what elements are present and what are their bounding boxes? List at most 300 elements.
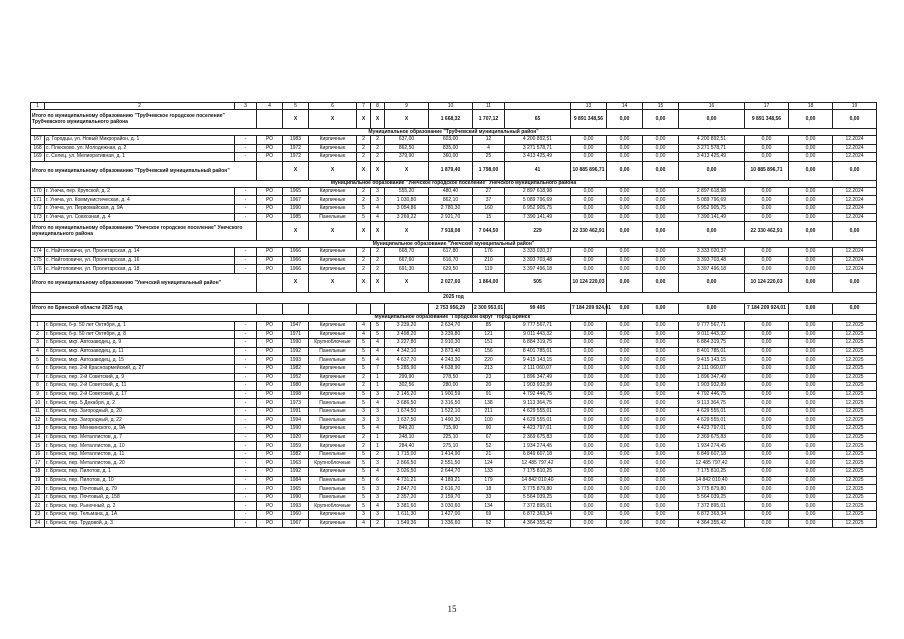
data-cell: 134 — [473, 502, 505, 511]
data-cell: РО — [257, 136, 283, 145]
data-cell: 0,00 — [571, 153, 607, 162]
data-cell: 179 — [473, 476, 505, 485]
total-cell: X — [385, 273, 429, 292]
data-cell: 6 849 607,18 — [505, 450, 571, 459]
data-cell: - — [235, 502, 257, 511]
data-cell: РО — [257, 425, 283, 434]
data-cell: 862,10 — [429, 196, 473, 205]
data-cell: 0,00 — [643, 248, 679, 257]
data-cell: 0,00 — [607, 433, 643, 442]
total-cell: 1 864,00 — [473, 273, 505, 292]
data-cell: 5 — [357, 425, 371, 434]
data-cell: 12 485 797,42 — [505, 459, 571, 468]
data-cell: - — [235, 339, 257, 348]
data-cell: 0,00 — [745, 425, 789, 434]
total-cell: 0,00 — [679, 222, 745, 241]
data-cell: 171 — [31, 196, 45, 205]
data-cell: 5 — [357, 502, 371, 511]
data-cell: 0,00 — [643, 144, 679, 153]
data-cell: 2 897 618,98 — [505, 187, 571, 196]
data-cell: 0,00 — [607, 187, 643, 196]
data-cell: 1966 — [283, 256, 309, 265]
data-cell: 12.2025 — [833, 485, 877, 494]
data-cell: 2 — [357, 382, 371, 391]
data-cell: 1994 — [283, 416, 309, 425]
data-cell: 1966 — [283, 265, 309, 274]
data-cell: 0,00 — [571, 399, 607, 408]
table-row — [31, 485, 877, 494]
data-cell: 0,00 — [745, 390, 789, 399]
data-cell: 4 — [371, 356, 385, 365]
table-row — [31, 187, 877, 196]
data-cell: 3 413 425,49 — [679, 153, 745, 162]
total-cell — [283, 303, 309, 314]
data-cell: Кирпичные — [309, 204, 357, 213]
data-cell: Кирпичные — [309, 519, 357, 528]
data-cell: 4 — [357, 321, 371, 330]
data-cell: 2 780,30 — [429, 204, 473, 213]
data-cell: 12.2024 — [833, 196, 877, 205]
total-label: Итого по муниципальному образованию "Унечский муниципальный район" — [31, 273, 257, 292]
data-cell: 2 — [371, 256, 385, 265]
data-cell: 0,00 — [607, 347, 643, 356]
data-cell: - — [235, 390, 257, 399]
column-number-cell: 1 — [31, 103, 45, 110]
data-cell: 119 — [473, 265, 505, 274]
data-cell: 0,00 — [571, 502, 607, 511]
data-cell: 2 — [357, 144, 371, 153]
data-cell: 1959 — [283, 442, 309, 451]
data-cell: 12.2025 — [833, 330, 877, 339]
total-cell: 0,00 — [789, 273, 833, 292]
data-cell: 0,00 — [789, 399, 833, 408]
subtotal-row — [31, 273, 877, 292]
total-cell: X — [371, 222, 385, 241]
data-cell: 0,00 — [571, 485, 607, 494]
data-cell: 0,00 — [607, 399, 643, 408]
data-cell: 12.2025 — [833, 433, 877, 442]
address-cell: с. Найтоповичи, ул. Пролетарская, д. 16 — [45, 256, 235, 265]
data-cell: - — [235, 144, 257, 153]
table-row — [31, 416, 877, 425]
data-cell: 12.2024 — [833, 153, 877, 162]
data-cell: 4 — [473, 144, 505, 153]
total-cell: 7 044,50 — [473, 222, 505, 241]
total-cell — [371, 303, 385, 314]
data-cell: 211 — [473, 407, 505, 416]
data-cell: 1982 — [283, 450, 309, 459]
data-cell: - — [235, 330, 257, 339]
table-row — [31, 459, 877, 468]
data-cell: 0,00 — [643, 347, 679, 356]
data-cell: 0,00 — [745, 330, 789, 339]
data-cell: 5 — [357, 468, 371, 477]
data-cell: Панельные — [309, 356, 357, 365]
total-cell: X — [283, 161, 309, 180]
data-cell: 1 030,80 — [385, 196, 429, 205]
data-cell: 12.2025 — [833, 519, 877, 528]
data-cell: 5 089 796,69 — [505, 196, 571, 205]
data-cell: 1963 — [283, 459, 309, 468]
data-cell: 0,00 — [789, 213, 833, 222]
data-cell: 6 — [371, 476, 385, 485]
table-row — [31, 519, 877, 528]
data-cell: 4 342,10 — [385, 347, 429, 356]
data-cell: 0,00 — [571, 476, 607, 485]
data-cell: 19 — [31, 476, 45, 485]
data-cell: 0,00 — [643, 321, 679, 330]
data-cell: 9 113 364,75 — [505, 399, 571, 408]
data-cell: 0,00 — [789, 265, 833, 274]
total-cell: 0,00 — [643, 222, 679, 241]
data-cell: РО — [257, 511, 283, 520]
total-cell: X — [371, 161, 385, 180]
data-cell: 1 903 932,89 — [679, 382, 745, 391]
data-cell: 360,00 — [429, 153, 473, 162]
total-cell: 1 879,40 — [429, 161, 473, 180]
total-cell: X — [283, 222, 309, 241]
data-cell: 3 — [371, 493, 385, 502]
data-cell: 12.2025 — [833, 511, 877, 520]
column-number-cell: 10 — [429, 103, 473, 110]
data-cell: 0,00 — [607, 450, 643, 459]
data-cell: РО — [257, 476, 283, 485]
data-cell: 21 — [31, 493, 45, 502]
data-cell: Панельные — [309, 213, 357, 222]
address-cell: г. Унеча, ул. Коммунистическая, д. 4 — [45, 196, 235, 205]
data-cell: 12.2025 — [833, 442, 877, 451]
register-sheet — [30, 102, 876, 528]
data-cell: 0,00 — [745, 468, 789, 477]
data-cell: 12.2025 — [833, 339, 877, 348]
section-heading-row — [31, 314, 877, 321]
data-cell: 0,00 — [745, 511, 789, 520]
data-cell: 0,00 — [789, 347, 833, 356]
data-cell: 1 549,36 — [385, 519, 429, 528]
data-cell: - — [235, 485, 257, 494]
data-cell: 3 — [357, 511, 371, 520]
data-cell: 0,00 — [643, 468, 679, 477]
data-cell: 4 629 555,01 — [505, 407, 571, 416]
total-cell: 2 753 956,29 — [429, 303, 473, 314]
data-cell: Панельные — [309, 399, 357, 408]
subtotal-row — [31, 161, 877, 180]
total-cell: 22 330 462,91 — [571, 222, 607, 241]
data-cell: 1990 — [283, 493, 309, 502]
total-cell: 41 — [505, 161, 571, 180]
data-cell: Кирпичные — [309, 468, 357, 477]
data-cell: РО — [257, 459, 283, 468]
data-cell: 629,50 — [429, 265, 473, 274]
data-cell: 0,00 — [571, 450, 607, 459]
address-cell: г. Брянск, пер. Металлистов, д. 20 — [45, 459, 235, 468]
total-cell: X — [385, 222, 429, 241]
data-cell: 0,00 — [745, 356, 789, 365]
data-cell: РО — [257, 502, 283, 511]
data-cell: 0,00 — [789, 382, 833, 391]
data-cell: 1991 — [283, 407, 309, 416]
data-cell: 2 644,70 — [429, 468, 473, 477]
total-cell: 1 707,12 — [473, 110, 505, 129]
total-cell: X — [309, 161, 357, 180]
data-cell: 12.2025 — [833, 373, 877, 382]
data-cell: Кирпичные — [309, 511, 357, 520]
data-cell: 2 — [371, 265, 385, 274]
total-cell: 9 891 348,56 — [571, 110, 607, 129]
data-cell: 13 — [31, 425, 45, 434]
data-cell: 2 — [357, 248, 371, 257]
data-cell: 124 — [473, 459, 505, 468]
data-cell: 862,50 — [385, 144, 429, 153]
data-cell: 0,00 — [745, 339, 789, 348]
data-cell: 0,00 — [571, 330, 607, 339]
data-cell: 5 — [371, 330, 385, 339]
data-cell: 9 777 567,71 — [679, 321, 745, 330]
data-cell: 0,00 — [643, 511, 679, 520]
data-cell: 0,00 — [789, 476, 833, 485]
address-cell: г. Брянск, пер. 2-й Советский, д. 17 — [45, 390, 235, 399]
data-cell: 0,00 — [745, 502, 789, 511]
data-cell: 0,00 — [789, 511, 833, 520]
data-cell: 210 — [473, 256, 505, 265]
total-cell — [257, 273, 283, 292]
data-cell: 12.2025 — [833, 364, 877, 373]
data-cell: 2 551,50 — [429, 459, 473, 468]
data-cell: 0,00 — [607, 425, 643, 434]
data-cell: 0,00 — [643, 390, 679, 399]
data-cell: 9 011 443,32 — [505, 330, 571, 339]
data-cell: 20 — [31, 485, 45, 494]
data-cell: 176 — [31, 265, 45, 274]
data-cell: 0,00 — [643, 407, 679, 416]
column-number-cell: 18 — [789, 103, 833, 110]
column-number-cell: 11 — [473, 103, 505, 110]
data-cell: 1973 — [283, 399, 309, 408]
data-cell: 1984 — [283, 476, 309, 485]
data-cell: 715,90 — [429, 425, 473, 434]
total-cell: 0,00 — [789, 161, 833, 180]
data-cell: 0,00 — [607, 213, 643, 222]
data-cell: 27 — [473, 187, 505, 196]
data-cell: 0,00 — [745, 450, 789, 459]
data-cell: 0,00 — [571, 468, 607, 477]
address-cell: г. Унеча, пер. Крупской, д. 2 — [45, 187, 235, 196]
data-cell: 3 413 425,49 — [505, 153, 571, 162]
data-cell: - — [235, 347, 257, 356]
address-cell: г. Брянск, пер. 2-й Советский, д. 11 — [45, 382, 235, 391]
data-cell: 2 — [357, 373, 371, 382]
data-cell: 2 — [371, 144, 385, 153]
data-cell: Панельные — [309, 416, 357, 425]
data-cell: 4 792 446,75 — [679, 390, 745, 399]
data-cell: 0,00 — [789, 136, 833, 145]
data-cell: 2 616,70 — [429, 485, 473, 494]
address-cell: г. Брянск, пер. Рыночный, д. 2 — [45, 502, 235, 511]
data-cell: 1952 — [283, 373, 309, 382]
data-cell: 8 — [31, 382, 45, 391]
table-row — [31, 339, 877, 348]
total-cell: X — [357, 110, 371, 129]
data-cell: 213 — [473, 364, 505, 373]
data-cell: 4 637,70 — [385, 356, 429, 365]
page-number: 15 — [447, 604, 457, 614]
column-number-row — [31, 103, 877, 110]
data-cell: 0,00 — [607, 502, 643, 511]
data-cell: Кирпичные — [309, 382, 357, 391]
data-cell: 4 243,30 — [429, 356, 473, 365]
data-cell: Кирпичные — [309, 425, 357, 434]
address-cell: г. Брянск, пер. Загородный, д. 20 — [45, 407, 235, 416]
total-cell: 7 184 209 924,01 — [571, 303, 607, 314]
total-cell: 0,00 — [833, 161, 877, 180]
data-cell: 3 — [371, 416, 385, 425]
data-cell: 2 866,50 — [385, 459, 429, 468]
data-cell: 1 896 347,49 — [505, 373, 571, 382]
address-cell: г. Брянск, пер. Загородный, д. 22 — [45, 416, 235, 425]
data-cell: 0,00 — [607, 373, 643, 382]
data-cell: 12.2025 — [833, 450, 877, 459]
data-cell: 0,00 — [607, 248, 643, 257]
data-cell: 1990 — [283, 204, 309, 213]
data-cell: 0,00 — [607, 136, 643, 145]
total-cell: X — [309, 273, 357, 292]
year-heading: 2025 год — [31, 292, 877, 303]
data-cell: 52 — [473, 519, 505, 528]
total-cell: 10 885 896,71 — [745, 161, 789, 180]
data-cell: - — [235, 364, 257, 373]
data-cell: 0,00 — [745, 144, 789, 153]
data-cell: 0,00 — [789, 330, 833, 339]
data-cell: 1 900,59 — [429, 390, 473, 399]
data-cell: 2 — [357, 256, 371, 265]
table-row — [31, 450, 877, 459]
address-cell: г. Брянск, пер. Тельмана, д. 1А — [45, 511, 235, 520]
data-cell: 0,00 — [643, 450, 679, 459]
table-row — [31, 153, 877, 162]
data-cell: 3 775 879,80 — [505, 485, 571, 494]
data-cell: 121 — [473, 330, 505, 339]
data-cell: 0,00 — [643, 204, 679, 213]
total-cell: 0,00 — [679, 273, 745, 292]
data-cell: РО — [257, 468, 283, 477]
data-cell: 275,10 — [429, 442, 473, 451]
data-cell: 2 — [357, 265, 371, 274]
section-heading: Муниципальное образование "Трубчевский муниципальный район" — [31, 129, 877, 136]
data-cell: 0,00 — [571, 265, 607, 274]
data-cell: 0,00 — [571, 187, 607, 196]
data-cell: - — [235, 407, 257, 416]
data-cell: 0,00 — [643, 339, 679, 348]
data-cell: 12.2025 — [833, 468, 877, 477]
data-cell: 0,00 — [643, 373, 679, 382]
total-cell: 0,00 — [789, 222, 833, 241]
table-row — [31, 364, 877, 373]
data-cell: - — [235, 433, 257, 442]
data-cell: 2 — [357, 433, 371, 442]
data-cell: 67 — [473, 433, 505, 442]
data-cell: 2 847,70 — [385, 485, 429, 494]
data-cell: 5 — [357, 339, 371, 348]
total-cell: 0,00 — [607, 110, 643, 129]
data-cell: 849,20 — [385, 425, 429, 434]
total-cell: 9 891 348,56 — [745, 110, 789, 129]
data-cell: 151 — [473, 339, 505, 348]
data-cell: 100 — [473, 416, 505, 425]
table-row — [31, 265, 877, 274]
data-cell: 0,00 — [571, 407, 607, 416]
data-cell: 3 — [371, 390, 385, 399]
data-cell: РО — [257, 442, 283, 451]
table-row — [31, 373, 877, 382]
data-cell: РО — [257, 265, 283, 274]
data-cell: 2 111 060,07 — [679, 364, 745, 373]
data-cell: 0,00 — [643, 382, 679, 391]
table-row — [31, 407, 877, 416]
data-cell: - — [235, 476, 257, 485]
data-cell: - — [235, 187, 257, 196]
total-cell: 0,00 — [679, 303, 745, 314]
column-number-cell: 13 — [571, 103, 607, 110]
data-cell: 1 903 932,89 — [505, 382, 571, 391]
data-cell: 3 397 496,18 — [679, 265, 745, 274]
data-cell: 4 — [371, 339, 385, 348]
data-cell: 4 — [357, 330, 371, 339]
data-cell: 1 — [371, 442, 385, 451]
data-cell: 0,00 — [571, 364, 607, 373]
total-cell: 0,00 — [643, 273, 679, 292]
data-cell: 1 414,90 — [429, 450, 473, 459]
total-cell: X — [371, 273, 385, 292]
data-cell: 2 — [357, 136, 371, 145]
data-cell: 4 629 555,01 — [679, 407, 745, 416]
data-cell: 167 — [31, 136, 45, 145]
data-cell: 0,00 — [607, 256, 643, 265]
data-cell: 4 — [371, 502, 385, 511]
data-cell: - — [235, 153, 257, 162]
total-cell: X — [283, 273, 309, 292]
address-cell: г. Брянск, пер. 5 Декабря, д. 2 — [45, 399, 235, 408]
data-cell: 0,00 — [643, 459, 679, 468]
address-cell: г. Брянск, пер. 2-й Красноармейский, д. 27 — [45, 364, 235, 373]
data-cell: 0,00 — [571, 493, 607, 502]
data-cell: 1972 — [283, 153, 309, 162]
data-cell: 0,00 — [789, 390, 833, 399]
data-cell: 4 629 555,01 — [505, 416, 571, 425]
data-cell: РО — [257, 153, 283, 162]
address-cell: с. Плюсково, ул. Молодежная, д. 2 — [45, 144, 235, 153]
total-cell: 2 300 953,01 — [473, 303, 505, 314]
data-cell: 4 629 555,01 — [679, 416, 745, 425]
total-cell: X — [385, 161, 429, 180]
data-cell: 7 — [31, 373, 45, 382]
data-cell: Панельные — [309, 450, 357, 459]
data-cell: 1992 — [283, 347, 309, 356]
data-cell: РО — [257, 450, 283, 459]
data-cell: 12.2024 — [833, 248, 877, 257]
table-row — [31, 502, 877, 511]
data-cell: Панельные — [309, 476, 357, 485]
data-cell: РО — [257, 390, 283, 399]
data-cell: 225,10 — [429, 433, 473, 442]
table-row — [31, 425, 877, 434]
data-cell: 0,00 — [571, 144, 607, 153]
data-cell: РО — [257, 485, 283, 494]
data-cell: 170 — [31, 187, 45, 196]
data-cell: 2 — [371, 153, 385, 162]
data-cell: 1 934 274,45 — [679, 442, 745, 451]
data-cell: 3 — [371, 407, 385, 416]
data-cell: 1 522,10 — [429, 407, 473, 416]
